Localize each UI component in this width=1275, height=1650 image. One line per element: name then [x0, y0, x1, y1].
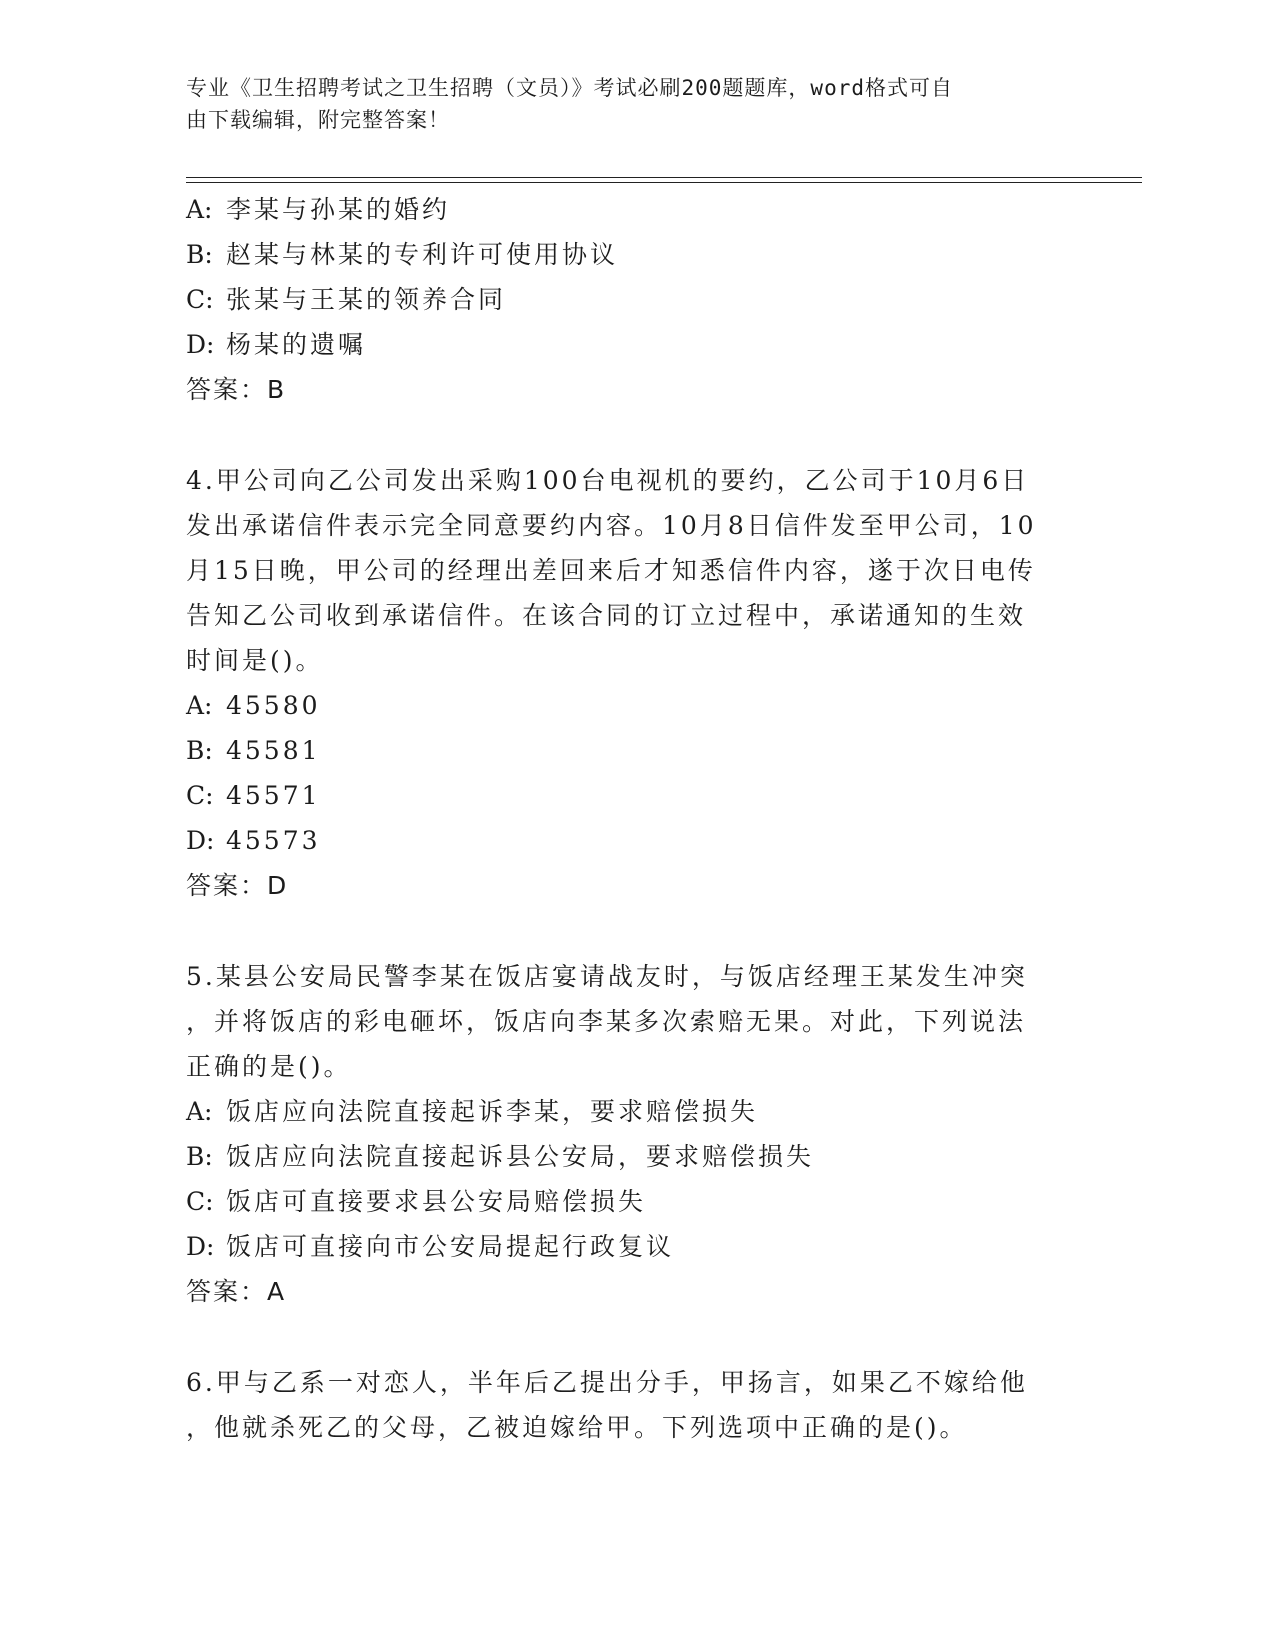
option-text: 饭店可直接向市公安局提起行政复议 [226, 1232, 675, 1261]
question-line: 6.甲与乙系一对恋人，半年后乙提出分手，甲扬言，如果乙不嫁给他 [186, 1368, 1028, 1397]
option-text: 赵某与林某的专利许可使用协议 [226, 240, 619, 269]
option-a [186, 683, 1066, 728]
question-line: 正确的是()。 [186, 1052, 352, 1081]
option-text: 杨某的遗嘱 [226, 330, 367, 359]
option-a [186, 187, 1066, 232]
question-text [186, 1360, 1066, 1450]
option-text: 张某与王某的领养合同 [226, 285, 507, 314]
header-line-2: 由下载编辑，附完整答案！ [186, 108, 450, 132]
option-letter: B: [186, 240, 213, 269]
option-letter: D: [186, 1232, 215, 1261]
option-letter: A: [186, 691, 213, 720]
header-divider-bottom [186, 182, 1142, 183]
question-line: ，并将饭店的彩电砸坏，饭店向李某多次索赔无果。对此，下列说法 [186, 1007, 1027, 1036]
answer-label: 答案：B [186, 375, 287, 404]
option-text: 45580 [226, 691, 321, 720]
question-text [186, 458, 1066, 683]
option-b [186, 1134, 1066, 1179]
option-c [186, 773, 1066, 818]
option-text: 饭店可直接要求县公安局赔偿损失 [226, 1187, 647, 1216]
option-text: 饭店应向法院直接起诉李某，要求赔偿损失 [226, 1097, 759, 1126]
answer-label: 答案：A [186, 1277, 287, 1306]
option-c [186, 277, 1066, 322]
option-b [186, 728, 1066, 773]
option-letter: D: [186, 330, 215, 359]
question-4 [186, 458, 1066, 908]
option-d [186, 322, 1066, 367]
option-a [186, 1089, 1066, 1134]
question-line: 月15日晚，甲公司的经理出差回来后才知悉信件内容，遂于次日电传 [186, 556, 1036, 585]
document-header [186, 72, 1066, 136]
question-content [186, 187, 1066, 1450]
option-b [186, 232, 1066, 277]
option-text: 45571 [226, 781, 321, 810]
question-text [186, 954, 1066, 1089]
option-text: 45581 [226, 736, 321, 765]
option-text: 李某与孙某的婚约 [226, 195, 451, 224]
option-text: 45573 [226, 826, 321, 855]
option-c [186, 1179, 1066, 1224]
option-d [186, 1224, 1066, 1269]
question-line: ，他就杀死乙的父母，乙被迫嫁给甲。下列选项中正确的是()。 [186, 1413, 968, 1442]
question-5 [186, 954, 1066, 1314]
question-line: 5.某县公安局民警李某在饭店宴请战友时，与饭店经理王某发生冲突 [186, 962, 1028, 991]
question-6 [186, 1360, 1066, 1450]
option-letter: C: [186, 1187, 214, 1216]
question-line: 发出承诺信件表示完全同意要约内容。10月8日信件发至甲公司，10 [186, 511, 1037, 540]
option-letter: D: [186, 826, 215, 855]
option-d [186, 818, 1066, 863]
question-3 [186, 187, 1066, 412]
question-line: 时间是()。 [186, 646, 324, 675]
option-letter: C: [186, 781, 214, 810]
option-letter: A: [186, 195, 213, 224]
question-line: 告知乙公司收到承诺信件。在该合同的订立过程中，承诺通知的生效 [186, 601, 1027, 630]
answer-label: 答案：D [186, 871, 289, 900]
header-divider-top [186, 177, 1142, 178]
option-letter: B: [186, 736, 213, 765]
option-letter: A: [186, 1097, 213, 1126]
option-letter: B: [186, 1142, 213, 1171]
question-line: 4.甲公司向乙公司发出采购100台电视机的要约，乙公司于10月6日 [186, 466, 1030, 495]
option-text: 饭店应向法院直接起诉县公安局，要求赔偿损失 [226, 1142, 815, 1171]
option-letter: C: [186, 285, 214, 314]
header-line-1: 专业《卫生招聘考试之卫生招聘（文员）》考试必刷200题题库，word格式可自 [186, 76, 953, 100]
